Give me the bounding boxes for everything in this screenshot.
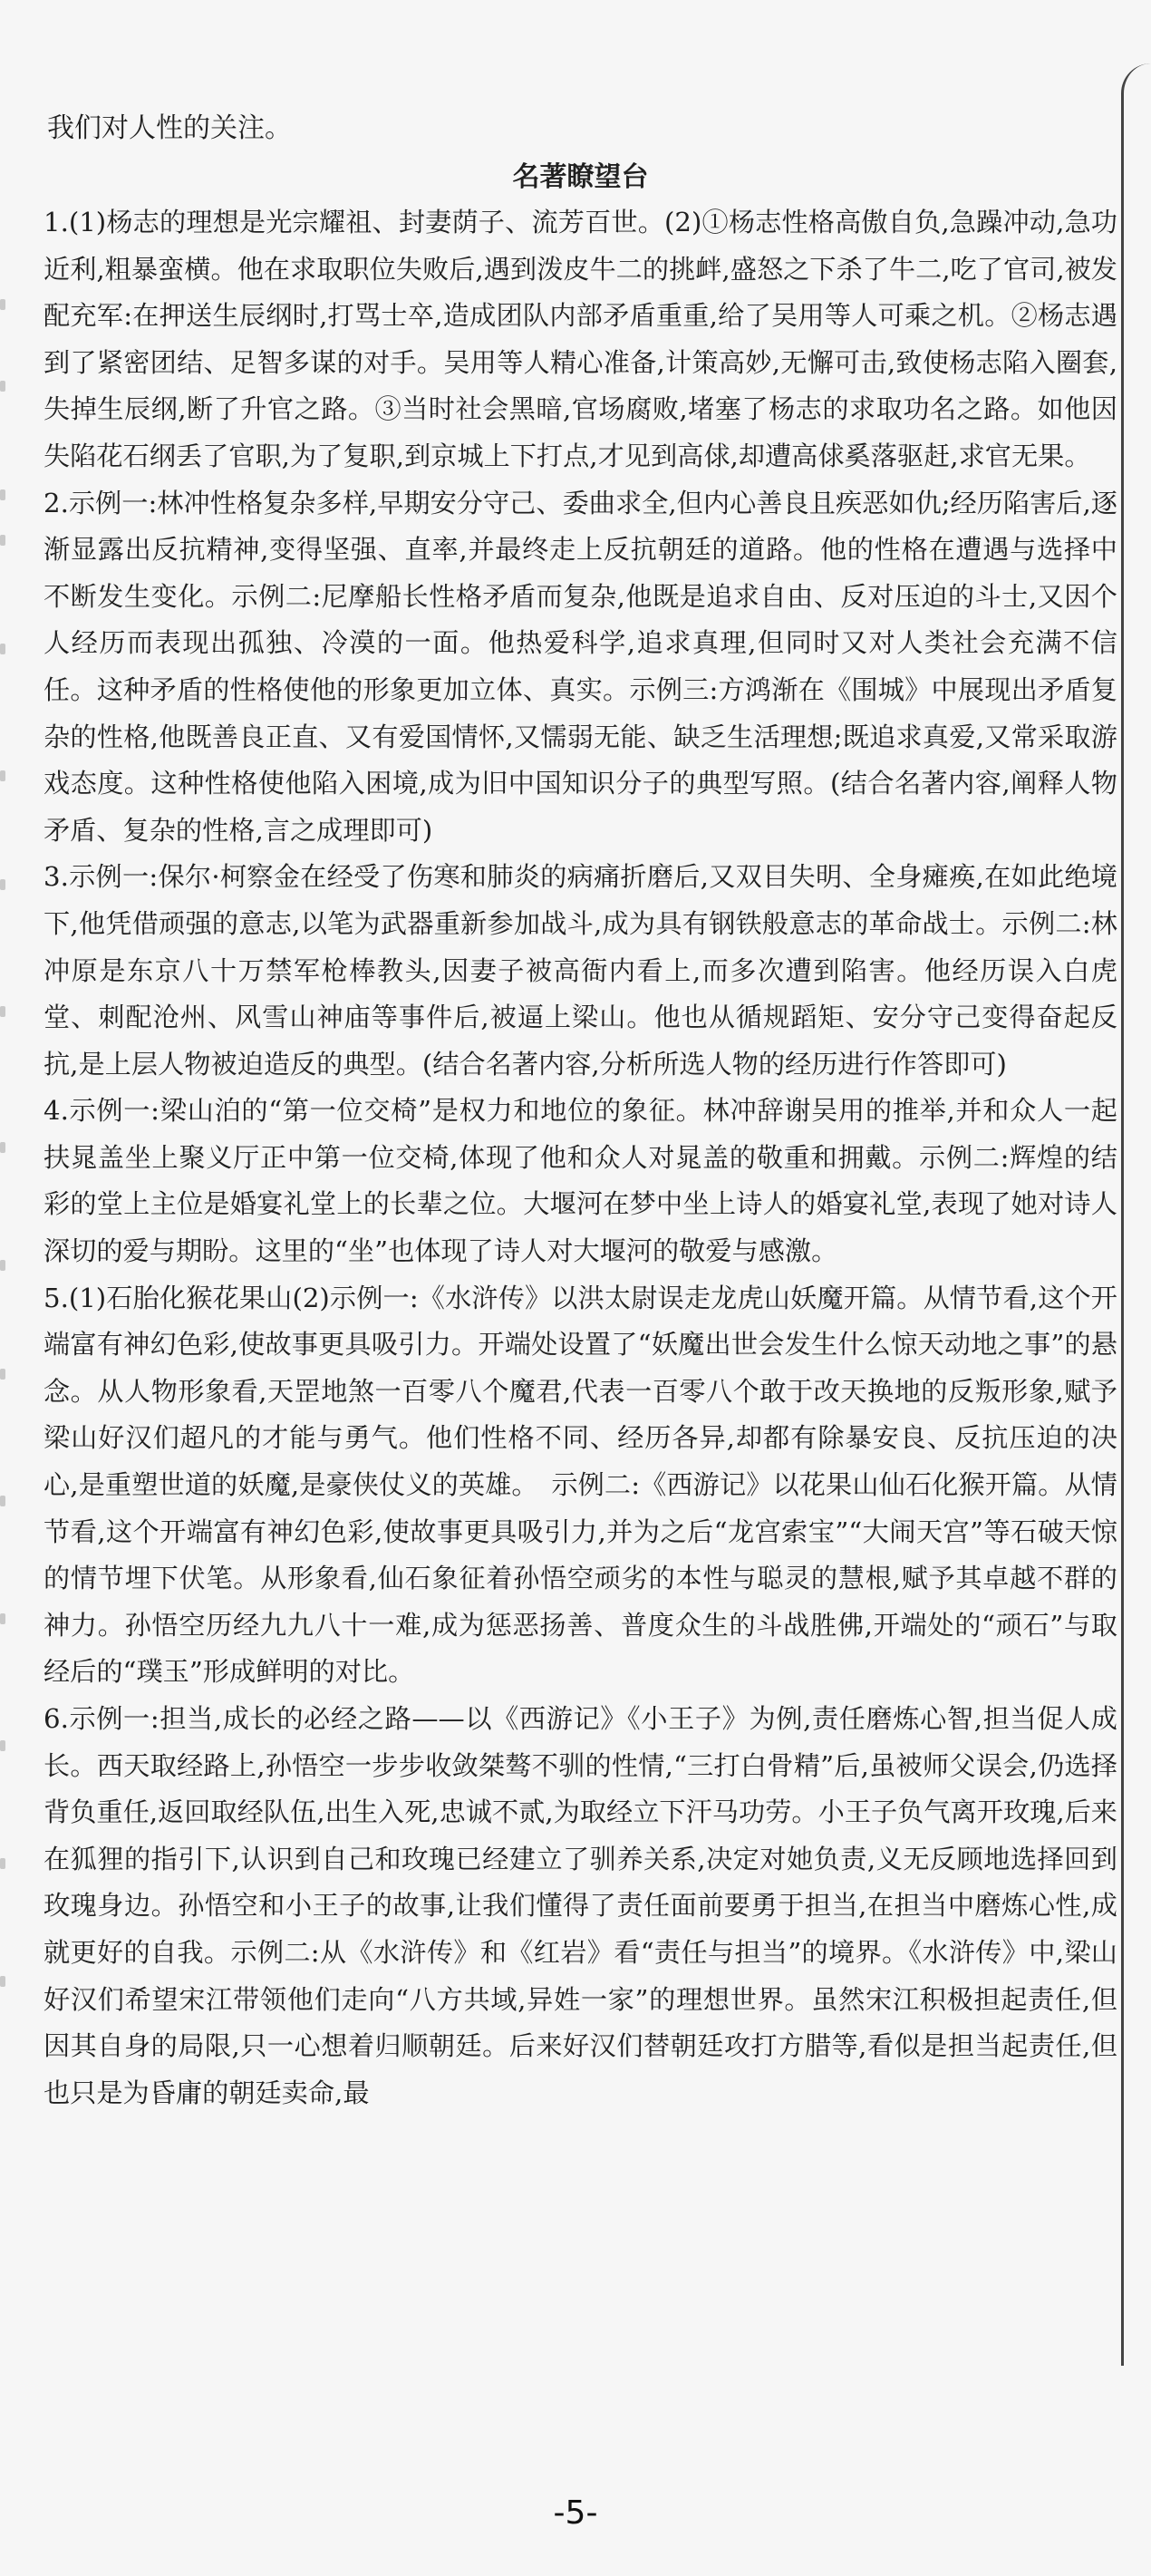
answer-item-5: 5.(1)石胎化猴花果山(2)示例一:《水浒传》以洪太尉误走龙虎山妖魔开篇。从情节看,这个开端富有神幻色彩,使故事更具吸引力。开端处设置了“妖魔出世会发生什么惊天动地之事”的悬念。从人物形象看,天罡地煞一百零八个魔君,代表一百零八个敢于改天换地的反叛形象,赋予梁山好汉们超凡的才能与勇气。他们性格不同、经历各异,却都有除暴安良、反抗压迫的决心,是重塑世道的妖魔,是豪侠仗义的英雄。 示例二:《西游记》以花果山仙石化猴开篇。从情节看,这个开端富有神幻色彩,使故事更具吸引力,并为之后“龙宫索宝”“大闹天宫”等石破天惊的情节埋下伏笔。从形象看,仙石象征着孙悟空顽劣的本性与聪灵的慧根,赋予其卓越不群的神力。孙悟空历经九九八十一难,成为惩恶扬善、普度众生的斗战胜佛,开端处的“顽石”与取经后的“璞玉”形成鲜明的对比。 — [44, 1282, 1117, 1688]
margin-marks — [0, 299, 9, 2021]
answer-item-1: 1.(1)杨志的理想是光宗耀祖、封妻荫子、流芳百世。(2)①杨志性格高傲自负,急躁冲动,急功近利,粗暴蛮横。他在求取职位失败后,遇到泼皮牛二的挑衅,盛怒之下杀了牛二,吃了官司,被发配充军:在押送生辰纲时,打骂士卒,造成团队内部矛盾重重,给了吴用等人可乘之机。②杨志遇到了紧密团结、足智多谋的对手。吴用等人精心准备,计策高妙,无懈可击,致使杨志陷入圈套,失掉生辰纲,断了升官之路。③当时社会黑暗,官场腐败,堵塞了杨志的求取功名之路。如他因失陷花石纲丢了官职,为了复职,到京城上下打点,才见到高俅,却遭高俅奚落驱赶,求官无果。 — [44, 207, 1117, 471]
page-edge-rule — [1121, 63, 1151, 2366]
answer-item-3: 3.示例一:保尔·柯察金在经受了伤寒和肺炎的病痛折磨后,又双目失明、全身瘫痪,在如此绝境下,他凭借顽强的意志,以笔为武器重新参加战斗,成为具有钢铁般意志的革命战士。示例二:林冲原是东京八十万禁军枪棒教头,因妻子被高衙内看上,而多次遭到陷害。他经历误入白虎堂、刺配沧州、风雪山神庙等事件后,被逼上梁山。他也从循规蹈矩、安分守己变得奋起反抗,是上层人物被迫造反的典型。(结合名著内容,分析所选人物的经历进行作答即可) — [44, 861, 1117, 1080]
section-title: 名著瞭望台 — [512, 161, 649, 193]
answer-item-2: 2.示例一:林冲性格复杂多样,早期安分守己、委曲求全,但内心善良且疾恶如仇;经历陷害后,逐渐显露出反抗精神,变得坚强、直率,并最终走上反抗朝廷的道路。他的性格在遭遇与选择中不断发生变化。示例二:尼摩船长性格矛盾而复杂,他既是追求自由、反对压迫的斗士,又因个人经历而表现出孤独、冷漠的一面。他热爱科学,追求真理,但同时又对人类社会充满不信任。这种矛盾的性格使他的形象更加立体、真实。示例三:方鸿渐在《围城》中展现出矛盾复杂的性格,他既善良正直、又有爱国情怀,又懦弱无能、缺乏生活理想;既追求真爱,又常采取游戏态度。这种性格使他陷入困境,成为旧中国知识分子的典型写照。(结合名著内容,阐释人物矛盾、复杂的性格,言之成理即可) — [44, 487, 1117, 846]
answer-content — [44, 109, 1117, 2116]
answer-item-4: 4.示例一:梁山泊的“第一位交椅”是权力和地位的象征。林冲辞谢吴用的推举,并和众人一起扶晁盖坐上聚义厅正中第一位交椅,体现了他和众人对晁盖的敬重和拥戴。示例二:辉煌的结彩的堂上主位是婚宴礼堂上的长辈之位。大堰河在梦中坐上诗人的婚宴礼堂,表现了她对诗人深切的爱与期盼。这里的“坐”也体现了诗人对大堰河的敬爱与感激。 — [44, 1095, 1117, 1267]
page-number: -5- — [553, 2494, 598, 2532]
answer-item-6: 6.示例一:担当,成长的必经之路——以《西游记》《小王子》为例,责任磨炼心智,担当促人成长。西天取经路上,孙悟空一步步收敛桀骜不驯的性情,“三打白骨精”后,虽被师父误会,仍选择背负重任,返回取经队伍,出生入死,忠诚不贰,为取经立下汗马功劳。小王子负气离开玫瑰,后来在狐狸的指引下,认识到自己和玫瑰已经建立了驯养关系,决定对她负责,义无反顾地选择回到玫瑰身边。孙悟空和小王子的故事,让我们懂得了责任面前要勇于担当,在担当中磨炼心性,成就更好的自我。示例二:从《水浒传》和《红岩》看“责任与担当”的境界。《水浒传》中,梁山好汉们希望宋江带领他们走向“八方共域,异姓一家”的理想世界。虽然宋江积极担起责任,但因其自身的局限,只一心想着归顺朝廷。后来好汉们替朝廷攻打方腊等,看似是担当起责任,但也只是为昏庸的朝廷卖命,最 — [44, 1703, 1117, 2108]
intro-line: 我们对人性的关注。 — [47, 112, 292, 144]
